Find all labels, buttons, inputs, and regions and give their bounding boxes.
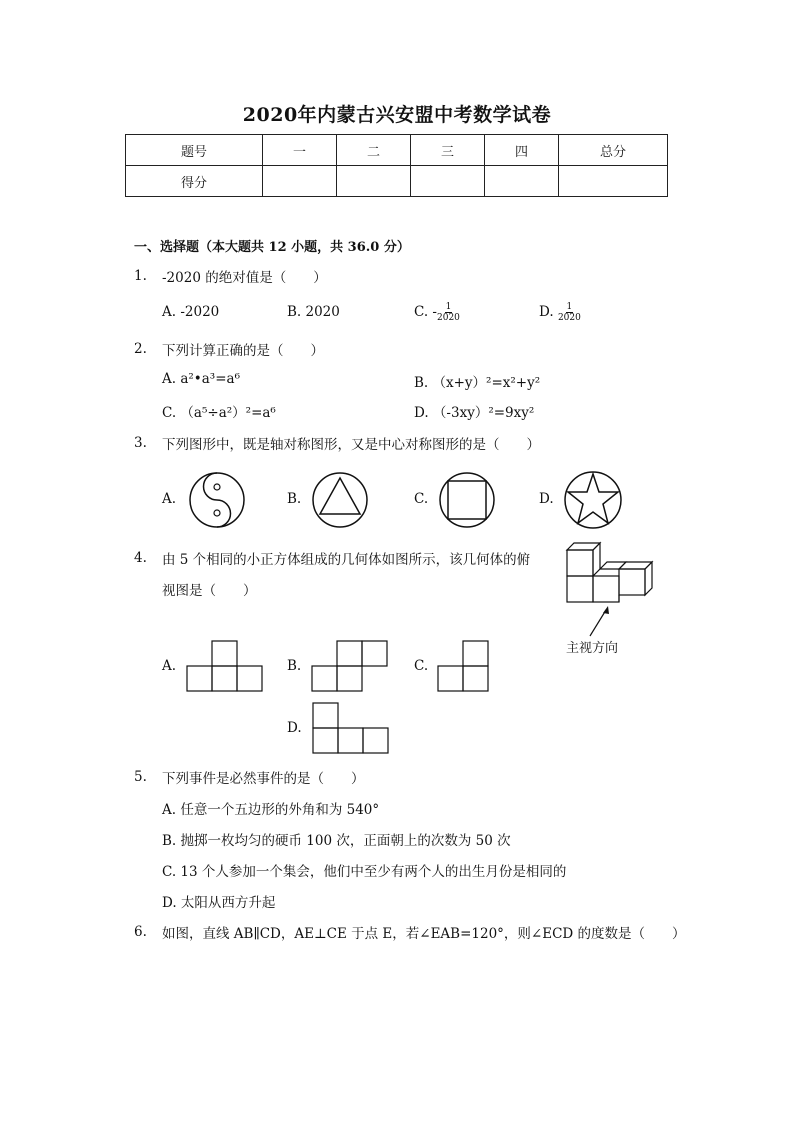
fraction-denominator: 2020 [557,313,581,323]
question-number: 3. [134,435,147,451]
fraction-denominator: 2020 [437,313,460,323]
view-direction-caption: 主视方向 [566,641,619,656]
question-text: 下列图形中，既是轴对称图形，又是中心对称图形的是（ ） [162,437,540,453]
option-c: C. 13 个人参加一个集会，他们中至少有两个人的出生月份是相同的 [162,864,567,880]
option-d-prefix: D. [539,304,554,320]
option-d-label: D. [287,720,302,736]
question-text: 如图，直线 AB∥CD，AE⊥CE 于点 E，若∠EAB=120°，则∠ECD 的度数是（ ） [162,926,686,942]
page-title: 2020年内蒙古兴安盟中考数学试卷 [242,104,552,126]
score-table [125,134,668,197]
option-a-label: A. [162,491,177,507]
table-cell: 一 [263,135,337,166]
score-cell [263,166,337,197]
circle-square-figure [438,471,496,529]
table-cell: 总分 [559,135,668,166]
question-number: 6. [134,924,147,940]
question-text-line2: 视图是（ ） [162,583,257,599]
option-c-label: C. [414,658,429,674]
top-view-option-d [313,702,389,754]
option-b: B. （x+y）²=x²+y² [414,375,541,391]
score-table-header-row [126,135,668,166]
option-b: B. 2020 [287,304,340,320]
option-a: A. -2020 [162,304,220,320]
table-cell: 二 [337,135,411,166]
option-c-label: C. [414,491,429,507]
score-cell [559,166,668,197]
table-cell: 得分 [126,166,263,197]
option-a: A. a²•a³=a⁶ [162,371,240,387]
yin-yang-figure [188,471,246,529]
circle-star-figure [563,470,623,530]
table-cell: 题号 [126,135,263,166]
score-cell [485,166,559,197]
option-a-label: A. [162,658,177,674]
option-b-label: B. [287,491,302,507]
option-b: B. 抛掷一枚均匀的硬币 100 次，正面朝上的次数为 50 次 [162,833,511,849]
question-number: 2. [134,341,147,357]
option-d-label: D. [539,491,554,507]
top-view-option-a [187,640,263,692]
option-c: C. （a⁵÷a²）²=a⁶ [162,405,276,421]
cube-solid-figure [562,540,662,640]
option-d: D. （-3xy）²=9xy² [414,405,535,421]
section-heading: 一、选择题（本大题共 12 小题，共 36.0 分） [134,240,410,255]
circle-triangle-figure [311,471,369,529]
top-view-option-c [438,640,490,692]
option-c [414,302,460,323]
fraction [558,302,581,323]
option-d [539,302,581,323]
table-cell: 四 [485,135,559,166]
option-d: D. 太阳从西方升起 [162,895,276,911]
question-text-line1: 由 5 个相同的小正方体组成的几何体如图所示，该几何体的俯 [162,552,531,568]
question-number: 4. [134,550,147,566]
fraction-numerator: 1 [445,302,452,312]
option-b-label: B. [287,658,302,674]
score-cell [411,166,485,197]
question-number: 1. [134,268,147,284]
question-text: 下列计算正确的是（ ） [162,343,324,359]
question-text: 下列事件是必然事件的是（ ） [162,771,365,787]
option-a: A. 任意一个五边形的外角和为 540° [162,802,380,818]
question-number: 5. [134,769,147,785]
option-c-prefix: C. - [414,304,437,320]
fraction-numerator: 1 [566,302,573,312]
question-text: -2020 的绝对值是（ ） [162,270,327,286]
fraction [437,302,460,323]
table-cell: 三 [411,135,485,166]
score-cell [337,166,411,197]
score-table-score-row [126,166,668,197]
top-view-option-b [312,640,388,692]
